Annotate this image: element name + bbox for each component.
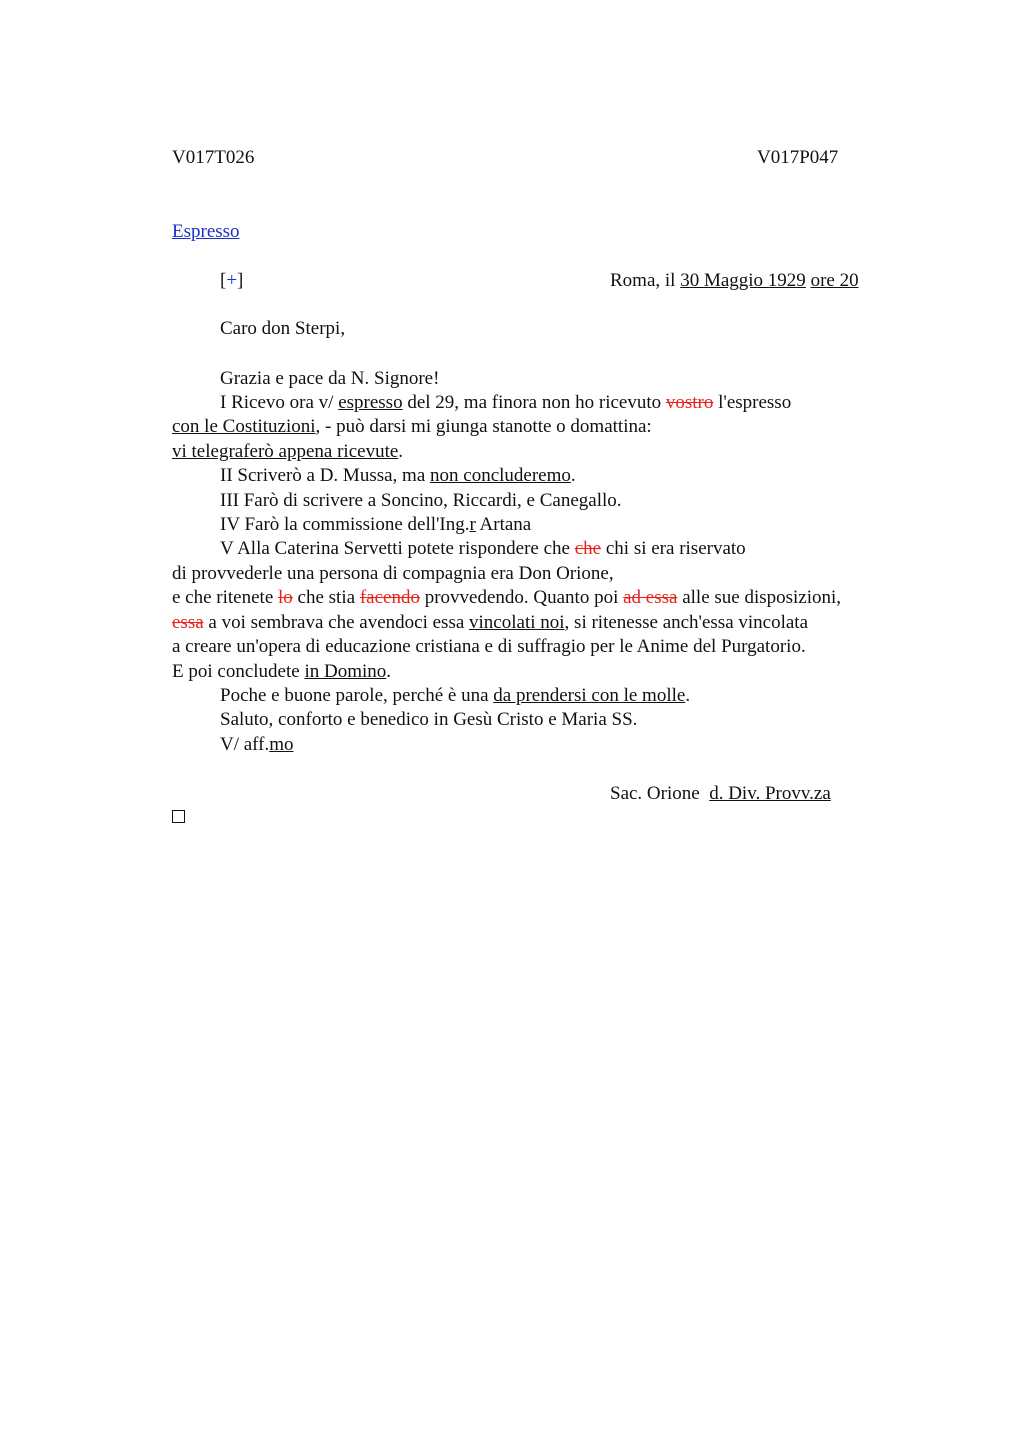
dateline: Roma, il 30 Maggio 1929 ore 20: [610, 270, 859, 291]
signature: Sac. Orione d. Div. Provv.za: [610, 783, 831, 804]
paragraph-5-line-5: a creare un'opera di educazione cristiana e di suffragio per le Anime del Purgatorio.: [172, 636, 806, 657]
paragraph-2: II Scriverò a D. Mussa, ma non concluderemo.: [220, 465, 576, 486]
paragraph-5-line-3: e che ritenete lo che stia facendo provvedendo. Quanto poi ad essa alle sue disposizioni,: [172, 587, 842, 608]
paragraph-5-line-2: di provvederle una persona di compagnia era Don Orione,: [172, 563, 614, 584]
paragraph-3: III Farò di scrivere a Soncino, Riccardi, e Canegallo.: [220, 490, 622, 511]
greeting: Grazia e pace da N. Signore!: [220, 368, 440, 389]
expand-plus-link[interactable]: +: [226, 270, 238, 291]
paragraph-4: IV Farò la commissione dell'Ing.r Artana: [220, 514, 532, 535]
closing-line-3: V/ aff.mo: [220, 734, 294, 755]
salutation: Caro don Sterpi,: [220, 318, 346, 339]
espresso-link[interactable]: Espresso: [172, 221, 240, 242]
paragraph-1-line-2: con le Costituzioni, - può darsi mi giunga stanotte o domattina:: [172, 416, 652, 437]
paragraph-1-line-1: I Ricevo ora v/ espresso del 29, ma finora non ho ricevuto vostro l'espresso: [220, 392, 792, 413]
closing-line-1: Poche e buone parole, perché è una da prendersi con le molle.: [220, 685, 691, 706]
end-marker-box: [172, 810, 185, 823]
paragraph-5-line-6: E poi concludete in Domino.: [172, 661, 391, 682]
closing-line-2: Saluto, conforto e benedico in Gesù Cristo e Maria SS.: [220, 709, 638, 730]
document-code-right: V017P047: [757, 147, 839, 168]
annotation-marker: [+]: [220, 270, 244, 291]
document-code-left: V017T026: [172, 147, 255, 168]
paragraph-5-line-4: essa a voi sembrava che avendoci essa vincolati noi, si ritenesse anch'essa vincolata: [172, 612, 809, 633]
paragraph-5-line-1: V Alla Caterina Servetti potete rispondere che che chi si era riservato: [220, 538, 746, 559]
paragraph-1-line-3: vi telegraferò appena ricevute.: [172, 441, 404, 462]
